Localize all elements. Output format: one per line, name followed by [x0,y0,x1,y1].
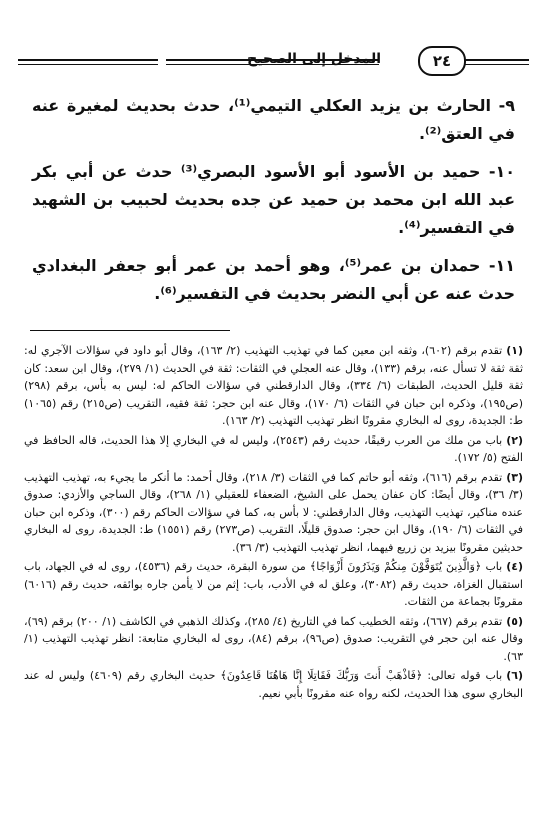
header-rule-left [18,59,158,65]
entry-10: ١٠- حميد بن الأسود أبو الأسود البصري⁽³⁾ حدث عن أبي بكر عبد الله ابن محمد بن حميد عن جده بحديث لحبيب بن الشهيد في التفسير⁽⁴⁾. [32,162,516,237]
footnote-2: (٢)باب من ملك من العرب رقيقًا، حديث رقم (٢٥٤٣)، وليس له في البخاري إلا هذا الحديث، قاله الحافظ في الفتح (٥/ ١٧٢). [24,433,523,464]
entry-9: ٩- الحارث بن يزيد العكلي التيمي⁽¹⁾، حدث بحديث لمغيرة عنه في العتق⁽²⁾. [32,96,516,143]
footnote-6: (٦)باب قوله تعالى: ﴿فَاذْهَبْ أَنتَ وَرَبُّكَ فَقَاتِلَا إِنَّا هَاهُنَا قَاعِدُونَ﴾ حديث البخاري رقم (٤٦٠٩) وليس له عند البخاري سوى هذا الحديث، لكنه رواه عنه مقرونًا بأبي نعيم. [24,669,523,700]
footnote-3: (٣)تقدم برقم (٦١٦)، وثقه أبو حاتم كما في الثقات (٣/ ٢١٨)، وقال أحمد: ما أنكر ما يجيء به، تهذيب التهذيب (٣/ ٣٦)، وقال أيضًا: كان عفان يحمل على الشيخ، الضعفاء للعقيلي (١/ ٢٦٨)، وقال الساجي والأزدي: صدوق عنده مناكير، تهذيب التهذيب، وقال الدارقطني: لا بأس به، كما في سؤالات الحاكم رقم (٣٠٠)، وذكره ابن حبان في الثقات (٦/ ١٩٠)، وقال ابن حجر: صدوق قليلًا، التقريب (ص٢٧٣) رقم (١٥٥١) ط: الجديدة، روى له البخاري حديثين مقرونًا بيزيد بن زريع فيهما، انظر تهذيب التهذيب (٣/ ٣٦). [24,470,524,554]
book-title: المدخل إلى الصحيح [247,51,381,67]
footnotes [24,342,523,704]
header-rule-middle [166,59,379,65]
footnote-4: (٤)باب ﴿وَالَّذِينَ يُتَوَفَّوْنَ مِنكُمْ وَيَذَرُونَ أَزْوَاجًا﴾ من سورة البقرة، حديث رقم (٤٥٣٦)، روى له في الجهاد، باب استقبال الغزاة، حديث رقم (٣٠٨٢)، وعلق له في الأدب، باب: إثم من لا يأمن جاره بوائقه، حديث رقم (٦٠١٦) مقرونًا بجماعة من الثقات. [24,560,523,608]
page-header [18,45,529,79]
footnote-divider [30,330,230,331]
page-number: ٢٤ [418,46,466,76]
footnote-5: (٥)تقدم برقم (٦٦٧)، وثقه الخطيب كما في التاريخ (٤/ ٢٨٥)، وكذلك الذهبي في الكاشف (١/ ٢٠٠) برقم (٦٩)، وقال عنه ابن حجر في التقريب: صدوق (ص٩٦)، برقم (٨٤)، روى له البخاري متابعة: انظر تهذيب التهذيب (١/ ٦٣). [24,614,524,663]
main-text [32,92,515,318]
entry-11: ١١- حمدان بن عمر⁽⁵⁾، وهو أحمد بن عمر أبو جعفر البغدادي حدث عنه عن أبي النضر بحديث في التفسير⁽⁶⁾. [32,256,515,303]
footnote-1: (١)تقدم برقم (٦٠٢)، وثقه ابن معين كما في تهذيب التهذيب (٢/ ١٦٣)، وقال أبو داود في سؤالات الآجري له: ثقة ثقة لا تسأل عنه، برقم (١٣٣)، وقال عنه العجلي في الثقات: ثقة في الحديث (١/ ٢٧٩)، وقال ابن سعد: كان ثقة قليل الحديث، الطبقات (٦/ ٣٣٤)، وقال الدارقطني في سؤالات الحاكم له: ليس به بأس، برقم (٢٩٨) (ص١٩٥)، وذكره ابن حبان في الثقات (٦/ ١٧٠)، وقال عنه ابن حجر: ثقة فقيه، التقريب (ص٢١٥) رقم (١٠٦٥) ط: الجديدة، روى له البخاري مقرونًا انظر تهذيب التهذيب (٢/ ١٦٣). [24,344,524,427]
